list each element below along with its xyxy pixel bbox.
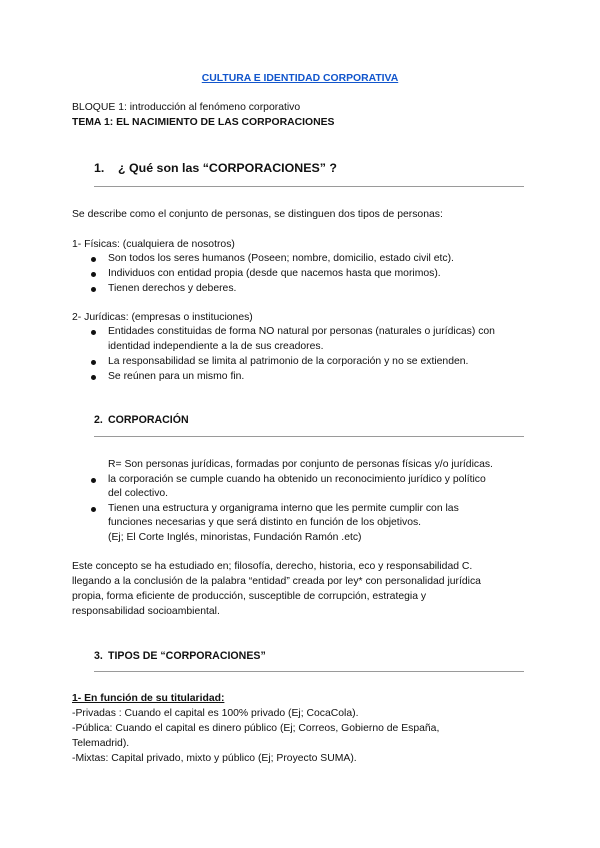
titularidad-heading: 1- En función de su titularidad: [72,693,225,704]
section2-answer: R= Son personas jurídicas, formadas por conjunto de personas físicas y/o jurídicas. [108,459,493,470]
juridicas-item: Se reúnen para un mismo fin. [108,370,244,385]
section1-divider [94,186,524,187]
juridicas-label: 2- Jurídicas: (empresas o instituciones) [72,312,253,323]
section2-heading: CORPORACIÓN [108,414,189,426]
bloque-line: BLOQUE 1: introducción al fenómeno corporativo [72,102,301,113]
section2-item-continuation: funciones necesarias y que será distinto en función de los objetivos. [108,517,422,528]
tipo-publica: -Pública: Cuando el capital es dinero público (Ej; Correos, Gobierno de España, [72,723,440,734]
tipo-publica-continuation: Telemadrid). [72,738,130,749]
juridicas-item: La responsabilidad se limita al patrimonio de la corporación y no se extienden. [108,355,468,370]
fisicas-item: Son todos los seres humanos (Poseen; nombre, domicilio, estado civil etc). [108,252,454,267]
section3-divider [94,671,524,672]
section2-item: la corporación se cumple cuando ha obtenido un reconocimiento jurídico y político [108,473,486,488]
section1-number: 1. [94,161,105,175]
tipo-mixtas: -Mixtas: Capital privado, mixto y público (Ej; Proyecto SUMA). [72,753,357,764]
fisicas-item: Individuos con entidad propia (desde que nacemos hasta que morimos). [108,267,441,282]
tema-line: TEMA 1: EL NACIMIENTO DE LAS CORPORACIONES [72,117,335,128]
juridicas-item: Entidades constituidas de forma NO natural por personas (naturales o jurídicas) con [108,325,495,340]
section2-paragraph-line: responsabilidad socioambiental. [72,606,220,617]
section1-heading: ¿ Qué son las “CORPORACIONES” ? [118,161,337,175]
section2-number: 2. [94,414,103,426]
section2-item: Tienen una estructura y organigrama interno que les permite cumplir con las [108,502,459,517]
section3-number: 3. [94,650,103,662]
section2-paragraph-line: Este concepto se ha estudiado en; filosofía, derecho, historia, eco y responsabilidad C. [72,561,473,572]
document-title: CULTURA E IDENTIDAD CORPORATIVA [201,73,399,84]
juridicas-item-continuation: identidad independiente a la de sus creadores. [108,341,324,352]
section2-paragraph-line: propia, forma eficiente de producción, susceptible de corrupción, estrategia y [72,591,427,602]
fisicas-label: 1- Físicas: (cualquiera de nosotros) [72,239,235,250]
section1-intro: Se describe como el conjunto de personas, se distinguen dos tipos de personas: [72,209,443,220]
section2-divider [94,436,524,437]
section2-item-continuation: del colectivo. [108,488,169,499]
fisicas-item: Tienen derechos y deberes. [108,282,236,297]
section3-heading: TIPOS DE “CORPORACIONES” [108,650,266,662]
section2-item-example: (Ej; El Corte Inglés, minoristas, Fundación Ramón .etc) [108,532,362,543]
section2-paragraph-line: llegando a la conclusión de la palabra “entidad” creada por ley* con personalidad jurídica [72,576,481,587]
tipo-privadas: -Privadas : Cuando el capital es 100% privado (Ej; CocaCola). [72,708,359,719]
